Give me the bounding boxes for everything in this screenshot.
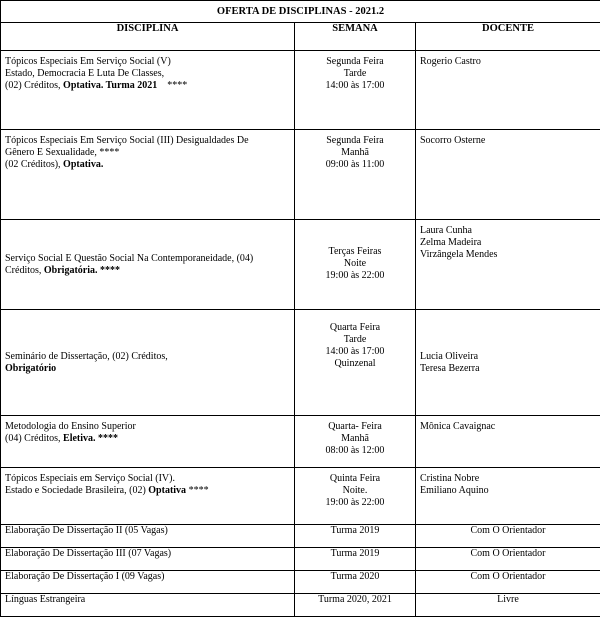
- schedule-shift: Tarde: [343, 68, 367, 79]
- schedule-cell: [295, 468, 416, 525]
- table-row: [1, 548, 600, 571]
- requirement-label: Optativa. Turma 2021: [63, 80, 158, 91]
- discipline-cell: [1, 51, 295, 130]
- header-row: [1, 23, 600, 51]
- requirement-label: Obrigatória. ****: [43, 264, 120, 276]
- header-semana: SEMANA: [295, 23, 416, 51]
- table-row: [1, 468, 600, 525]
- table-row: [1, 130, 600, 220]
- schedule-day: Segunda Feira: [326, 135, 384, 146]
- schedule-day: Quarta- Feira: [328, 421, 382, 432]
- schedule-cell: [295, 130, 416, 220]
- table-row: [1, 220, 600, 310]
- teacher-cell: [416, 468, 600, 525]
- teacher-cell: Com O Orientador: [416, 548, 600, 571]
- discipline-cell: [1, 416, 295, 468]
- table-row: [1, 571, 600, 594]
- discipline-line: [5, 485, 290, 497]
- teacher-name: Laura Cunha: [420, 225, 472, 236]
- teacher-cell: [416, 220, 600, 310]
- stars-marker: ****: [167, 80, 188, 91]
- schedule-day: Segunda Feira: [326, 56, 384, 67]
- discipline-cell: Elaboração De Dissertação II (05 Vagas): [1, 525, 295, 548]
- teacher-name: Zelma Madeira: [420, 237, 482, 248]
- requirement-label: Obrigatório: [5, 362, 57, 374]
- teacher-cell: [416, 310, 600, 416]
- schedule-time: 19:00 às 22:00: [325, 497, 385, 508]
- schedule-time: 19:00 às 22:00: [325, 270, 385, 281]
- credits-text: (04) Créditos,: [5, 433, 64, 444]
- discipline-line: Tópicos Especiais em Serviço Social (IV).: [5, 473, 175, 484]
- discipline-line: Estado, Democracia E Luta De Classes,: [5, 68, 165, 79]
- schedule-shift: Manhã: [341, 433, 369, 444]
- discipline-line: [5, 80, 290, 92]
- discipline-cell: [1, 220, 295, 310]
- schedule-cell: [295, 310, 416, 416]
- credits-text: Estado e Sociedade Brasileira, (02): [5, 485, 149, 496]
- schedule-day: Quinta Feira: [329, 473, 381, 484]
- discipline-line: Metodologia do Ensino Superior: [5, 421, 136, 432]
- table-row: [1, 51, 600, 130]
- requirement-label: Optativa: [148, 485, 187, 496]
- teacher-cell: [416, 416, 600, 468]
- discipline-cell: Línguas Estrangeira: [1, 594, 295, 617]
- teacher-name: Rogerio Castro: [420, 56, 481, 67]
- credits-text: Créditos,: [5, 264, 44, 276]
- discipline-cell: Elaboração De Dissertação I (09 Vagas): [1, 571, 295, 594]
- teacher-cell: [416, 51, 600, 130]
- credits-text: (02) Créditos,: [5, 80, 64, 91]
- schedule-cell: Turma 2019: [295, 525, 416, 548]
- table-row: [1, 525, 600, 548]
- header-docente: DOCENTE: [416, 23, 600, 51]
- discipline-line: Tópicos Especiais Em Serviço Social (III) Desigualdades De: [5, 135, 249, 146]
- teacher-name: Socorro Osterne: [420, 135, 486, 146]
- teacher-name: Emiliano Aquino: [420, 485, 489, 496]
- teacher-cell: Com O Orientador: [416, 571, 600, 594]
- discipline-line: [5, 265, 290, 277]
- discipline-line: Serviço Social E Questão Social Na Contemporaneidade, (04): [5, 252, 254, 264]
- schedule-time: 09:00 às 11:00: [325, 159, 385, 170]
- table-title: OFERTA DE DISCIPLINAS - 2021.2: [1, 1, 600, 23]
- schedule-frequency: Quinzenal: [334, 358, 376, 369]
- schedule-cell: Turma 2020, 2021: [295, 594, 416, 617]
- discipline-line: Gênero E Sexualidade, ****: [5, 147, 120, 158]
- schedule-cell: [295, 51, 416, 130]
- teacher-name: Virzângela Mendes: [420, 249, 498, 260]
- schedule-cell: [295, 220, 416, 310]
- discipline-line: Tópicos Especiais Em Serviço Social (V): [5, 56, 171, 67]
- teacher-name: Cristina Nobre: [420, 473, 480, 484]
- schedule-day: Quarta Feira: [329, 322, 381, 333]
- credits-text: (02 Créditos),: [5, 159, 64, 170]
- stars-marker: ****: [188, 485, 209, 496]
- schedule-time: 08:00 às 12:00: [325, 445, 385, 456]
- teacher-cell: Livre: [416, 594, 600, 617]
- schedule-cell: Turma 2019: [295, 548, 416, 571]
- schedule-cell: Turma 2020: [295, 571, 416, 594]
- discipline-line: Seminário de Dissertação, (02) Créditos,: [5, 350, 168, 362]
- schedule-day: Terças Feiras: [328, 246, 382, 257]
- teacher-cell: [416, 130, 600, 220]
- header-disciplina: DISCIPLINA: [1, 23, 295, 51]
- teacher-name: Teresa Bezerra: [420, 362, 480, 374]
- teacher-cell: Com O Orientador: [416, 525, 600, 548]
- teacher-name: Mônica Cavaignac: [420, 421, 496, 432]
- discipline-cell: Elaboração De Dissertação III (07 Vagas): [1, 548, 295, 571]
- schedule-shift: Noite.: [342, 485, 368, 496]
- schedule-shift: Tarde: [343, 334, 367, 345]
- discipline-line: [5, 159, 290, 171]
- requirement-label: Optativa.: [63, 159, 104, 170]
- schedule-shift: Noite: [343, 258, 367, 269]
- schedule-shift: Manhã: [341, 147, 369, 158]
- schedule-time: 14:00 às 17:00: [325, 346, 385, 357]
- requirement-label: Eletiva. ****: [63, 433, 119, 444]
- discipline-cell: [1, 130, 295, 220]
- discipline-cell: [1, 468, 295, 525]
- schedule-time: 14:00 às 17:00: [325, 80, 385, 91]
- table-row: [1, 416, 600, 468]
- table-row: [1, 594, 600, 617]
- table-row: [1, 310, 600, 416]
- teacher-name: Lucia Oliveira: [420, 350, 479, 362]
- discipline-line: [5, 433, 290, 445]
- schedule-cell: [295, 416, 416, 468]
- discipline-cell: [1, 310, 295, 416]
